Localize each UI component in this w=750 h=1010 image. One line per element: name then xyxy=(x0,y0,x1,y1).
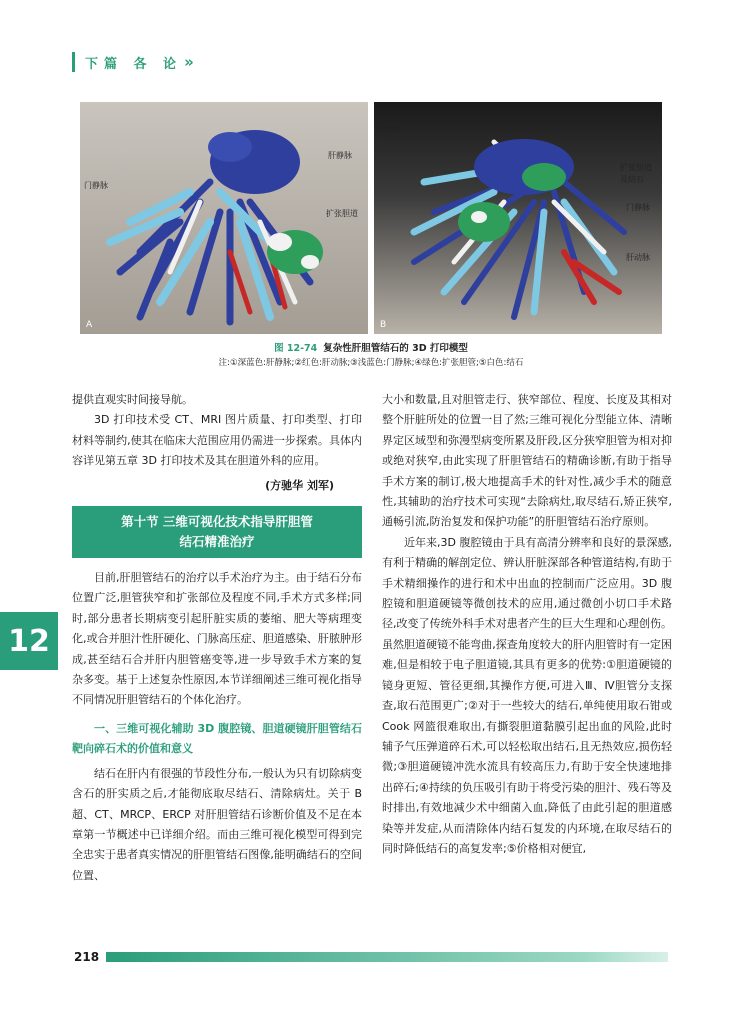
label-dilated-duct-b-line2: 及结石 xyxy=(620,175,644,184)
chevron-right-icon: » xyxy=(184,53,191,71)
paragraph: 提供直观实时间接导航。 xyxy=(72,393,193,406)
figure-number: 图 12-74 xyxy=(274,343,318,354)
footer-bar xyxy=(106,952,668,962)
section-title-line2: 结石精准治疗 xyxy=(179,534,255,550)
author-credit: (方驰华 刘军) xyxy=(265,478,334,492)
liver-model-b-image xyxy=(374,102,662,334)
label-dilated-duct-a: 扩张胆道 xyxy=(326,209,358,218)
paragraph: 目前,肝胆管结石的治疗以手术治疗为主。由于结石分布位置广泛,胆管狭窄和扩张部位及程度不同,手术方式多样;同时,部分患者长期病变引起肝脏实质的萎缩、肥大等病理变化,或合并胆汁性肝硬化、门脉高压症、胆道感染、肝脓肿形成,甚至结石合并肝内胆管癌变等,进一步导致手术方案的复杂多变。基于上述复杂性原因,本节详细阐述三维可视化指导不同情况肝胆管结石的个体化治疗。 xyxy=(72,571,362,707)
page-number: 218 xyxy=(74,950,100,964)
label-portal-vein-a: 门静脉 xyxy=(84,181,108,190)
left-column xyxy=(72,390,362,886)
figure-caption xyxy=(80,340,662,354)
chapter-tab: 12 xyxy=(0,612,58,670)
running-header xyxy=(72,52,191,72)
paragraph: 结石在肝内有很强的节段性分布,一般认为只有切除病变含石的肝实质之后,才能彻底取尽结石、清除病灶。关于 B 超、CT、MRCP、ERCP 对肝胆管结石诊断价值及不足在本章第一节概述中已详细介绍。而由三维可视化模型可得到完全忠实于患者真实情况的肝胆管结石图像,能明确结石的空间位置、 xyxy=(72,766,362,882)
figure-title: 复杂性肝胆管结石的 3D 打印模型 xyxy=(323,343,468,354)
photo-corner-label-b: B xyxy=(380,320,387,330)
label-hepatic-vein-a: 肝静脉 xyxy=(328,151,352,160)
section-title-line1: 第十节 三维可视化技术指导肝胆管 xyxy=(121,514,313,530)
liver-model-a-image xyxy=(80,102,368,334)
paragraph: 近年来,3D 腹腔镜由于具有高清分辨率和良好的景深感,有利于精确的解剖定位、辨认肝脏深部各种管道结构,有助于手术精细操作的进行和术中出血的控制而广泛应用。3D 腹腔镜和胆道硬镜等微创技术的应用,通过微创小切口手术路径,改变了传统外科手术对患者产生的巨大生理和心理创伤。虽然胆道硬镜不能弯曲,探查角度较大的肝内胆管时有一定困难,但是相较于电子胆道镜,其具有更多的优势:①胆道硬镜的镜身更短、管径更细,其操作方便,可进入Ⅲ、Ⅳ胆管分支探查,取石范围更广;②对于一些较大的结石,单纯使用取石钳或 Cook 网篮很难取出,有撕裂胆道黏膜引起出血的风险,此时辅予气压弹道碎石术,可以轻松取出结石,且无热效应,损伤轻微;③胆道硬镜冲洗水流具有较高压力,有助于安全快速地排出碎石;④持续的负压吸引有助于将受污染的胆汁、残石等及时排出,有效地减少术中细菌入血,降低了由此引起的胆道感染等并发症,从而清除体内结石复发的内环境,在取尽结石的同时降低结石的高复发率;⑤价格相对便宜, xyxy=(382,535,672,855)
section-heading xyxy=(72,506,362,558)
subheading: 一、三维可视化辅助 3D 腹腔镜、胆道硬镜肝胆管结石靶向碎石术的价值和意义 xyxy=(72,721,362,756)
right-column xyxy=(382,390,672,859)
figure-photo-a xyxy=(80,102,368,334)
figure-photo-b xyxy=(374,102,662,334)
paragraph: 3D 打印技术受 CT、MRI 图片质量、打印类型、打印材料等制约,使其在临床大范围应用仍需进一步探索。具体内容详见第五章 3D 打印技术及其在胆道外科的应用。 xyxy=(72,413,362,468)
figure-note: 注:①深蓝色:肝静脉;②红色:肝动脉;③浅蓝色:门静脉;④绿色:扩张胆管;⑤白色:结石 xyxy=(218,358,524,368)
paragraph: 大小和数量,且对胆管走行、狭窄部位、程度、长度及其相对整个肝脏所处的位置一目了然;三维可视化分型能立体、清晰界定区域型和弥漫型病变所累及肝段,区分狭窄胆管为相对抑或绝对狭窄,由此实现了肝胆管结石的精确诊断,有助于指导手术方案的制订,极大地提高手术的针对性,减少手术的随意性,其辅助的治疗技术可实现“去除病灶,取尽结石,矫正狭窄,通畅引流,防治复发和保护功能”的肝胆管结石治疗原则。 xyxy=(382,393,672,529)
header-title: 下篇 各 论 xyxy=(85,56,183,72)
label-hepatic-artery-b: 肝动脉 xyxy=(626,253,650,262)
header-accent-bar xyxy=(72,52,75,72)
label-hepatic-vein-b: 肝静脉 xyxy=(378,125,402,134)
label-portal-vein-b: 门静脉 xyxy=(626,203,650,212)
label-dilated-duct-b-line1: 扩张胆道 xyxy=(620,163,652,172)
photo-corner-label-a: A xyxy=(86,320,93,330)
